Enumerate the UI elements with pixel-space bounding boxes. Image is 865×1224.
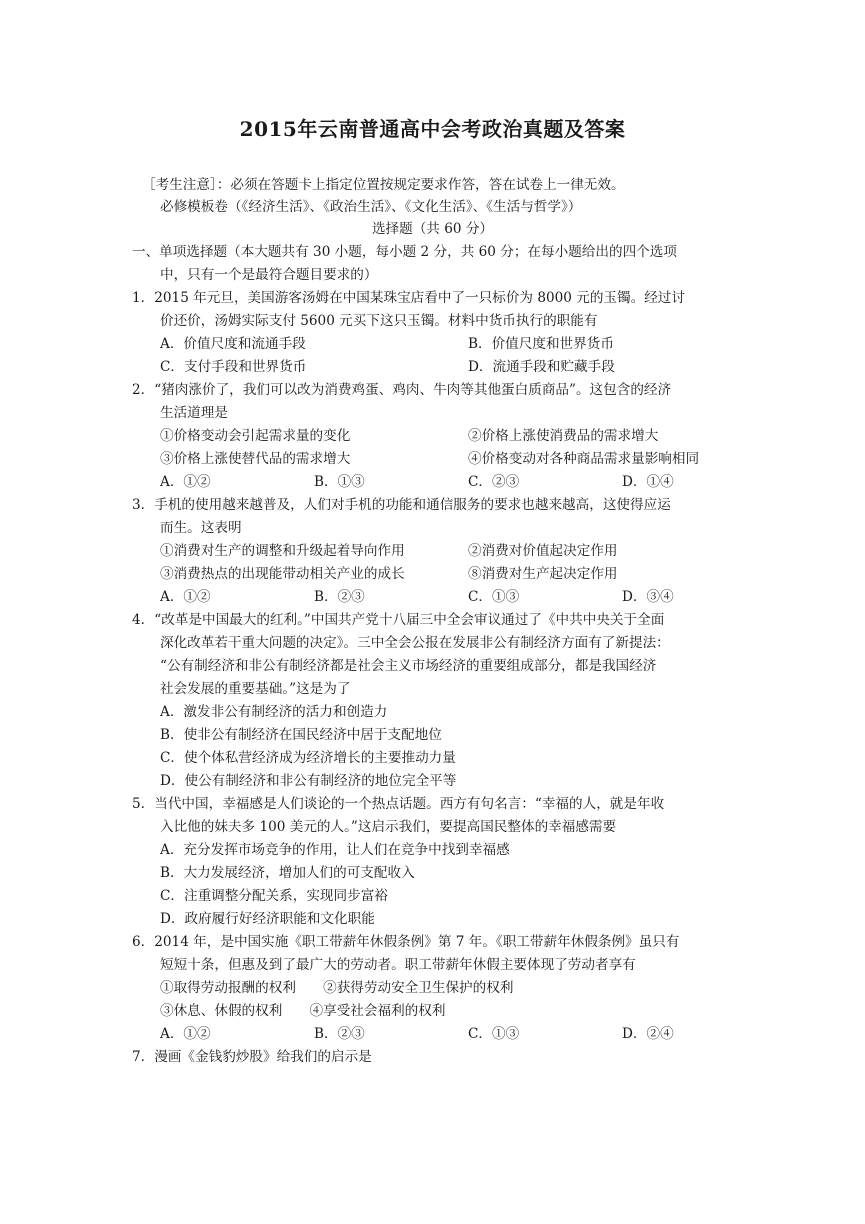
question-4-stem-line1: 4．“改革是中国最大的红利。”中国共产党十八届三中全会审议通过了《中共中央关于全面 <box>132 612 665 628</box>
question-2-option-d: D．①④ <box>622 474 674 490</box>
question-3-option-d: D．③④ <box>622 589 674 605</box>
question-4-stem-line2: 深化改革若干重大问题的决定》。三中全会公报在发展非公有制经济方面有了新提法： <box>160 635 670 651</box>
question-3-option-a: A．①② <box>160 589 211 605</box>
section-title: 选择题（共 60 分） <box>371 221 494 237</box>
question-2-statement-2: ②价格上涨使消费品的需求增大 <box>468 428 659 444</box>
volume-subtitle: 必修模板卷（《经济生活》、《政治生活》、《文化生活》、《生活与哲学》） <box>160 199 582 215</box>
question-2-statement-1: ①价格变动会引起需求量的变化 <box>160 428 351 444</box>
question-4-stem-line3: “公有制经济和非公有制经济都是社会主义市场经济的重要组成部分，都是我国经济 <box>160 658 657 674</box>
question-1-stem-line2: 价还价，汤姆实际支付 5600 元买下这只玉镯。材料中货币执行的职能有 <box>160 313 598 329</box>
question-2-statement-4: ④价格变动对各种商品需求量影响相同 <box>468 451 700 467</box>
question-6-stem-line1: 6．2014 年，是中国实施《职工带薪年休假条例》第 7 年。《职工带薪年休假条例》虽只有 <box>132 934 680 950</box>
question-3-option-b: B．②③ <box>314 589 365 605</box>
part-one-instruction-line1: 一、单项选择题（本大题共有 30 小题，每小题 2 分，共 60 分；在每小题给出的四个选项 <box>132 244 677 260</box>
question-4-stem-line4: 社会发展的重要基础。”这是为了 <box>160 681 351 697</box>
question-5-option-d: D．政府履行好经济职能和文化职能 <box>160 911 375 927</box>
question-3-statement-1: ①消费对生产的调整和升级起着导向作用 <box>160 543 405 559</box>
question-6-stem-line2: 短短十条，但惠及到了最广大的劳动者。职工带薪年休假主要体现了劳动者享有 <box>160 957 636 973</box>
question-3-stem-line2: 而生。这表明 <box>160 520 242 536</box>
question-3-stem-line1: 3．手机的使用越来越普及，人们对手机的功能和通信服务的要求也越来越高，这使得应运 <box>132 497 671 513</box>
question-6-option-a: A．①② <box>160 1026 211 1042</box>
question-2-option-a: A．①② <box>160 474 211 490</box>
question-5-option-a: A．充分发挥市场竞争的作用，让人们在竞争中找到幸福感 <box>160 842 510 858</box>
part-one-instruction-line2: 中，只有一个是最符合题目要求的） <box>160 267 378 283</box>
question-6-option-c: C．①③ <box>468 1026 520 1042</box>
question-3-option-c: C．①③ <box>468 589 520 605</box>
question-5-stem-line2: 入比他的妹夫多 100 美元的人。”这启示我们，要提高国民整体的幸福感需要 <box>160 819 617 835</box>
question-5-stem-line1: 5．当代中国，幸福感是人们谈论的一个热点话题。西方有句名言：“幸福的人，就是年收 <box>132 796 665 812</box>
question-3-statement-4: ⑧消费对生产起决定作用 <box>468 566 618 582</box>
document-title: 2015年云南普通高中会考政治真题及答案 <box>239 117 626 141</box>
question-4-option-a: A．激发非公有制经济的活力和创造力 <box>160 704 388 720</box>
question-2-statement-3: ③价格上涨使替代品的需求增大 <box>160 451 351 467</box>
question-3-statement-2: ②消费对价值起决定作用 <box>468 543 618 559</box>
question-6-option-b: B．②③ <box>314 1026 365 1042</box>
question-2-stem-line1: 2．“猪肉涨价了，我们可以改为消费鸡蛋、鸡肉、牛肉等其他蛋白质商品”。这包含的经济 <box>132 382 672 398</box>
question-3-statement-3: ③消费热点的出现能带动相关产业的成长 <box>160 566 405 582</box>
question-1-stem-line1: 1．2015 年元旦，美国游客汤姆在中国某珠宝店看中了一只标价为 8000 元的玉镯。经过讨 <box>132 290 685 306</box>
question-4-option-d: D．使公有制经济和非公有制经济的地位完全平等 <box>160 773 457 789</box>
question-2-option-c: C．②③ <box>468 474 520 490</box>
question-2-option-b: B．①③ <box>314 474 365 490</box>
question-1-option-a: A．价值尺度和流通手段 <box>160 336 306 352</box>
question-5-option-b: B．大力发展经济，增加人们的可支配收入 <box>160 865 415 881</box>
question-6-option-d: D．②④ <box>622 1026 674 1042</box>
question-5-option-c: C．注重调整分配关系，实现同步富裕 <box>160 888 388 904</box>
question-1-option-b: B．价值尺度和世界货币 <box>468 336 614 352</box>
question-6-statements-line1: ①取得劳动报酬的权利 ②获得劳动安全卫生保护的权利 <box>160 980 514 996</box>
question-1-option-d: D．流通手段和贮藏手段 <box>468 359 615 375</box>
question-4-option-c: C．使个体私营经济成为经济增长的主要推动力量 <box>160 750 456 766</box>
question-1-option-c: C．支付手段和世界货币 <box>160 359 307 375</box>
question-7-stem-line1: 7．漫画《金钱豹炒股》给我们的启示是 <box>132 1049 372 1065</box>
question-4-option-b: B．使非公有制经济在国民经济中居于支配地位 <box>160 727 442 743</box>
question-2-stem-line2: 生活道理是 <box>160 405 228 421</box>
question-6-statements-line2: ③休息、休假的权利 ④享受社会福利的权利 <box>160 1003 446 1019</box>
exam-notice: ［考生注意］：必须在答题卡上指定位置按规定要求作答，答在试卷上一律无效。 <box>142 177 625 193</box>
